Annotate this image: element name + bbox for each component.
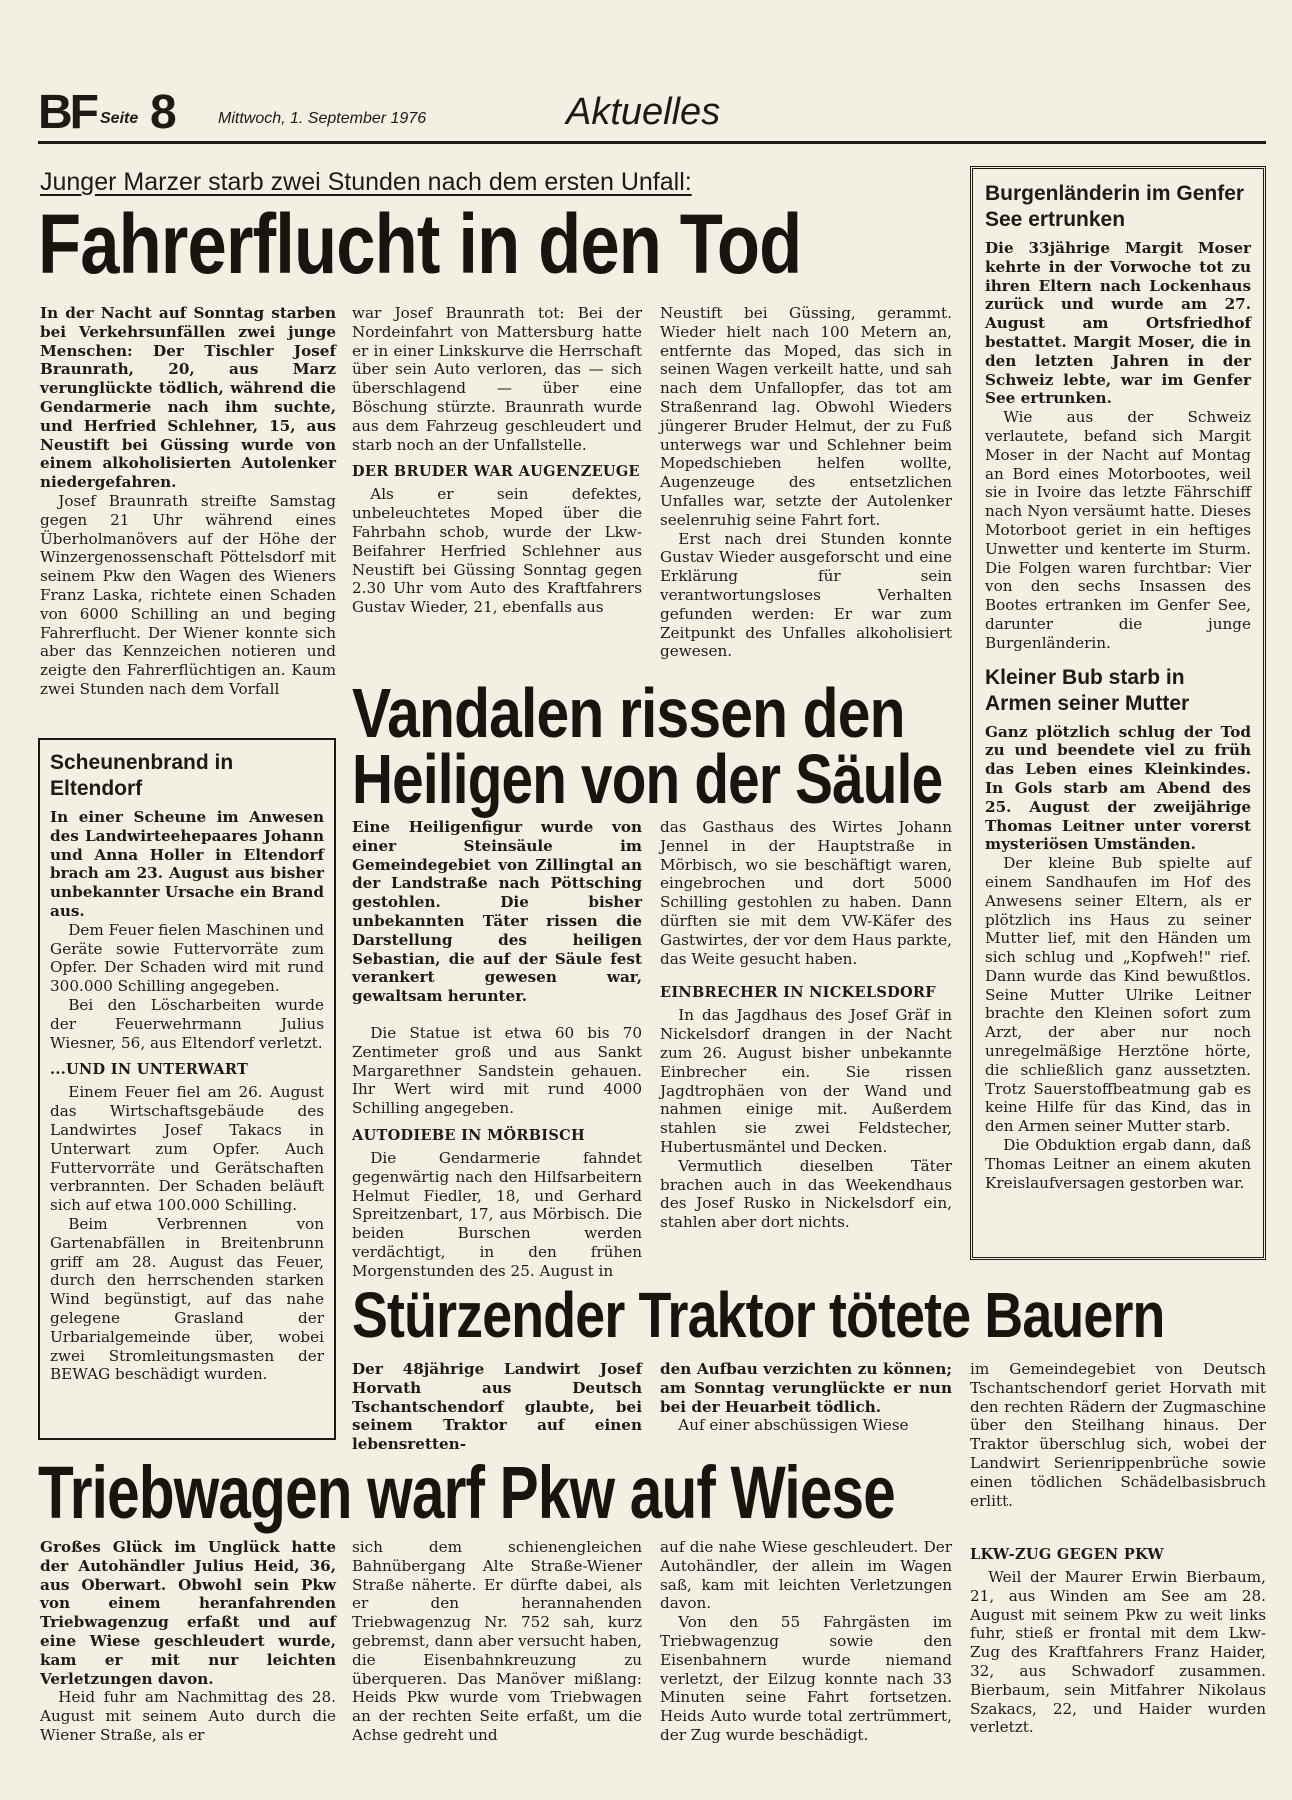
vandalen-paragraph: Die Statue ist etwa 60 bis 70 Zentimeter groß und aus Sankt Margarethner Sandstein gehauen. Ihr Wert wird mit rund 4000 Schilling angegeben. (352, 1023, 642, 1118)
triebwagen-paragraph: Heid fuhr am Nachmittag des 28. August mit seinem Auto durch die Wiener Straße, als er (40, 1688, 336, 1744)
triebwagen-paragraph: auf die nahe Wiese geschleudert. Der Autohändler, der allein im Wagen saß, kam mit leichten Verletzungen davon. (660, 1538, 952, 1613)
kleiner-bub-body (985, 723, 1251, 1193)
fahrerflucht-paragraph: Josef Braunrath streifte Samstag gegen 21 Uhr während eines Überholmanövers auf der Höhe der Winzergenossenschaft Pöttelsdorf mit seinem Pkw den Wagen des Wieners Franz Laska, richtete einen Schaden von 6000 Schilling an und beging Fahrerflucht. Der Wiener konnte sich aber das Kennzeichen notieren und zeigte den Fahrerflüchtigen an. Kaum zwei Stunden nach dem Vorfall (40, 491, 336, 698)
issue-date: Mittwoch, 1. September 1976 (218, 110, 427, 127)
headline-vandalen-line-2: Heiligen von der Säule (352, 740, 943, 818)
headline-scheunenbrand: Scheunenbrand in Eltendorf (50, 751, 234, 800)
triebwagen-paragraph: Von den 55 Fahrgästen im Triebwagenzug sowie den Eisenbahnern wurde niemand verletzt, der Eilzug konnte nach 33 Minuten seine Fahrt fortsetzen. Heids Auto wurde total zertrümmert, der Zug wurde beschädigt. (660, 1613, 952, 1744)
headline-genfer-see: Burgenländerin im Genfer See ertrunken (985, 182, 1245, 231)
subhead-bruder: DER BRUDER WAR AUGENZEUGE (352, 463, 640, 481)
vandalen-lead: Eine Heiligenfigur wurde von einer Steinsäule im Gemeindegebiet von Zillingtal an der Landstraße nach Pöttsching gestohlen. Die bisher unbekannten Täter rissen die Darstellung des heiligen Sebastian, die auf der Säule fest verankert gewesen war, gewaltsam herunter. (352, 818, 642, 1006)
vandalen-paragraph: Vermutlich dieselben Täter brachen auch in das Weekendhaus des Josef Rusko in Nickelsdorf ein, stahlen aber dort nichts. (660, 1156, 952, 1232)
genfer-see-body (985, 239, 1251, 653)
right-sidebar-box (970, 166, 1266, 1260)
kleiner-bub-paragraph: Die Obduktion ergab dann, daß Thomas Leitner an einem akuten Kreislaufversagen gestorben war. (985, 1136, 1251, 1192)
page-number: 8 (150, 86, 177, 139)
kicker: Junger Marzer starb zwei Stunden nach dem ersten Unfall: (40, 168, 692, 196)
fahrerflucht-lead: In der Nacht auf Sonntag starben bei Verkehrsunfällen zwei junge Menschen: Der Tischler Josef Braunrath, 20, aus Marz verunglückte tödlich, während die Gendarmerie nach ihm suchte, und Herfried Schlehner, 15, aus Neustift bei Güssing wurde von einem alkoholisierten Autolenker niedergefahren. (40, 304, 336, 492)
traktor-paragraph: Auf einer abschüssigen Wiese (678, 1416, 909, 1435)
scheunenbrand-box (38, 738, 336, 1440)
subhead-lkw: LKW-ZUG GEGEN PKW (970, 1546, 1164, 1563)
genfer-see-lead: Die 33jährige Margit Moser kehrte in der Vorwoche tot zu ihren Eltern nach Lockenhaus zurück und wurde am 27. August am Ortsfriedhof bestattet. Margit Moser, die in den letzten Jahren in der Schweiz lebte, war im Genfer See ertrunken. (985, 239, 1251, 408)
headline-triebwagen: Triebwagen warf Pkw auf Wiese (38, 1451, 895, 1534)
traktor-col-1 (352, 1360, 642, 1454)
traktor-col-2 (660, 1360, 952, 1435)
fahrerflucht-col-3 (660, 304, 952, 661)
subhead-autodiebe: AUTODIEBE IN MÖRBISCH (352, 1126, 585, 1144)
traktor-lead: Der 48jährige Landwirt Josef Horvath aus Deutsch Tschantschendorf glaubte, bei seinem Traktor auf einen lebensretten- (352, 1360, 642, 1454)
vandalen-paragraph: das Gasthaus des Wirtes Johann Jennel in der Hauptstraße in Mörbisch, wo sie beschäftigt waren, eingebrochen und dort 5000 Schilling gestohlen zu haben. Dann dürften sie mit dem VW-Käfer des Gastwirtes, der vor dem Haus parkte, das Weite gesucht haben. (660, 818, 952, 968)
fahrerflucht-col-1 (40, 304, 336, 699)
scheunenbrand-paragraph: Dem Feuer fielen Maschinen und Geräte sowie Futtervorräte zum Opfer. Der Schaden wird mit rund 300.000 Schilling angegeben. (50, 920, 324, 996)
headline-kleiner-bub: Kleiner Bub starb in Armen seiner Mutter (985, 665, 1190, 715)
triebwagen-col-2 (352, 1538, 642, 1745)
subhead-unterwart: ...UND IN UNTERWART (50, 1061, 249, 1079)
fahrerflucht-paragraph: Neustift bei Güssing, gerammt. Wieder hielt nach 100 Metern an, entfernte das Moped, das sich in seinen Wagen verkeilt hatte, und sah nach dem Unfallopfer, das tot am Straßenrand lag. Obwohl Wieders jüngerer Bruder Helmut, der zu Fuß unterwegs war und Schlehner beim Mopedschieben helfen wollte, Augenzeuge des entsetzlichen Unfalles war, setzte der Autolenker seelenruhig seine Fahrt fort. (660, 304, 952, 529)
kleiner-bub-lead: Ganz plötzlich schlug der Tod zu und beendete viel zu früh das Leben eines Kleinkindes. In Gols starb am Abend des 25. August der zweijährige Thomas Leitner unter vorerst mysteriösen Umständen. (985, 722, 1251, 854)
triebwagen-paragraph: sich dem schienengleichen Bahnübergang Alte Straße-Wiener Straße näherte. Er dürfte dabei, als er den herannahenden Triebwagenzug Nr. 752 sah, kurz gebremst, dann aber versucht haben, die Eisenbahnkreuzung zu überqueren. Das Manöver mißlang: Heids Pkw wurde vom Triebwagen an der rechten Seite erfaßt, um die Achse gedreht und (352, 1538, 642, 1744)
headline-traktor: Stürzender Traktor tötete Bauern (352, 1279, 1165, 1351)
fahrerflucht-paragraph: war Josef Braunrath tot: Bei der Nordeinfahrt von Mattersburg hatte er in einer Linkskurve die Herrschaft über sein Auto verloren, das — sich überschlagend — über eine Böschung stürzte. Braunrath wurde aus dem Fahrzeug geschleudert und starb noch an der Unfallstelle. (352, 304, 642, 454)
page-label: Seite (100, 110, 139, 127)
scheunenbrand-lead: In einer Scheune im Anwesen des Landwirteehepaares Johann und Anna Holler in Eltendorf brach am 23. August aus bisher unbekannter Ursache ein Brand aus. (50, 808, 324, 920)
fahrerflucht-paragraph: Erst nach drei Stunden konnte Gustav Wieder ausgeforscht und eine Erklärung für sein verantwortungsloses Verhalten gefunden werden: Er war zum Zeitpunkt des Unfalles alkoholisiert gewesen. (660, 529, 952, 661)
triebwagen-col-3 (660, 1538, 952, 1745)
lkw-col (970, 1546, 1266, 1737)
vandalen-paragraph: Die Gendarmerie fahndet gegenwärtig nach den Hilfsarbeitern Helmut Fiedler, 18, und Gerhard Spreitzenbart, 17, aus Mörbisch. Die beiden Burschen werden verdächtigt, in den frühen Morgenstunden des 25. August in (352, 1148, 642, 1280)
lkw-paragraph: Weil der Maurer Erwin Bierbaum, 21, aus Winden am See am 28. August mit seinem Pkw zu weit links fuhr, stieß er frontal mit dem Lkw-Zug des Kraftfahrers Franz Haider, 32, aus Schwadorf zusammen. Bierbaum, sein Mitfahrer Nikolaus Szakacs, 22, und Haider wurden verletzt. (970, 1568, 1266, 1737)
scheunenbrand-body (50, 808, 324, 1384)
traktor-lead-cont: den Aufbau verzichten zu können; am Sonntag verunglückte er nun bei der Heuarbeit tödlich. (660, 1360, 952, 1416)
scheunenbrand-paragraph: Beim Verbrennen von Gartenabfällen in Breitenbrunn griff am 28. August das Feuer, durch den herrschenden starken Wind begünstigt, auf das nahe gelegene Grasland der Urbarialgemeinde über, wobei zwei Stromleitungsmasten der BEWAG beschädigt wurden. (50, 1214, 324, 1384)
masthead (38, 86, 1266, 142)
triebwagen-lead: Großes Glück im Unglück hatte der Autohändler Julius Heid, 36, aus Oberwart. Obwohl sein Pkw von einem heranfahrenden Triebwagenzug erfaßt und auf eine Wiese geschleudert wurde, kam er mit nur leichten Verletzungen davon. (40, 1538, 336, 1688)
masthead-logo: BF (38, 86, 96, 139)
kleiner-bub-paragraph: Der kleine Bub spielte auf einem Sandhaufen im Hof des Anwesens seiner Eltern, als er plötzlich ins Haus zu seiner Mutter lief, mit den Händen um sich schlug und „Kopfweh!" rief. Dann wurde das Kind bewußtlos. Seine Mutter Ulrike Leitner brachte den Kleinen sofort zum Arzt, der aber nur noch unregelmäßige Herztöne hörte, die schließlich ganz aussetzten. Trotz Sauerstoffbeatmung gab es keine Hilfe für das Kind, das in den Armen seiner Mutter starb. (985, 854, 1251, 1136)
genfer-see-paragraph: Wie aus der Schweiz verlautete, befand sich Margit Moser in der Nacht auf Montag an Bord eines Motorbootes, weil sie in Ivoire das letzte Fährschiff nach Nyon versäumt hatte. Dieses Motorboot geriet in ein heftiges Unwetter und kenterte im Sturm. Die Folgen waren furchtbar: Vier von den sechs Insassen des Bootes ertranken im Genfer See, darunter die junge Burgenländerin. (985, 408, 1251, 652)
scheunenbrand-paragraph: Einem Feuer fiel am 26. August das Wirtschaftsgebäude des Landwirtes Josef Takacs in Unterwart zum Opfer. Auch Futtervorräte und Gerätschaften verbrannten. Der Schaden beläuft sich auf etwa 100.000 Schilling. (50, 1083, 324, 1215)
fahrerflucht-paragraph: Als er sein defektes, unbeleuchtetes Moped über die Fahrbahn schob, wurde der Lkw-Beifahrer Herfried Schlehner aus Neustift bei Güssing Sonntag gegen 2.30 Uhr vom Auto des Kraftfahrers Gustav Wieder, 21, ebenfalls aus (352, 485, 642, 617)
traktor-col-3 (970, 1360, 1266, 1510)
fahrerflucht-col-2 (352, 304, 642, 617)
traktor-paragraph: im Gemeindegebiet von Deutsch Tschantschendorf geriet Horvath mit den rechten Rädern der Zugmaschine über den Steilhang hinaus. Der Traktor überschlug sich, wobei der Landwirt Serienrippenbrüche sowie einen tödlichen Schädelbasisbruch erlitt. (970, 1360, 1266, 1510)
vandalen-col-2 (660, 818, 952, 1232)
triebwagen-col-1 (40, 1538, 336, 1745)
vandalen-col-1 (352, 818, 642, 1281)
masthead-rule (38, 141, 1266, 144)
vandalen-paragraph: In das Jagdhaus des Josef Gräf in Nickelsdorf drangen in der Nacht zum 26. August bisher unbekannte Einbrecher ein. Sie rissen Jagdtrophäen von der Wand und nahmen einige mit. Außerdem stahlen sie zwei Feldstecher, Hubertusmäntel und Decken. (660, 1006, 952, 1156)
scheunenbrand-paragraph: Bei den Löscharbeiten wurde der Feuerwehrmann Julius Wiesner, 56, aus Eltendorf verletzt. (50, 995, 324, 1052)
headline-vandalen-line-1: Vandalen rissen den (352, 674, 905, 752)
section-title: Aktuelles (566, 91, 721, 133)
subhead-einbrecher: EINBRECHER IN NICKELSDORF (660, 984, 936, 1002)
headline-fahrerflucht: Fahrerflucht in den Tod (38, 197, 802, 291)
